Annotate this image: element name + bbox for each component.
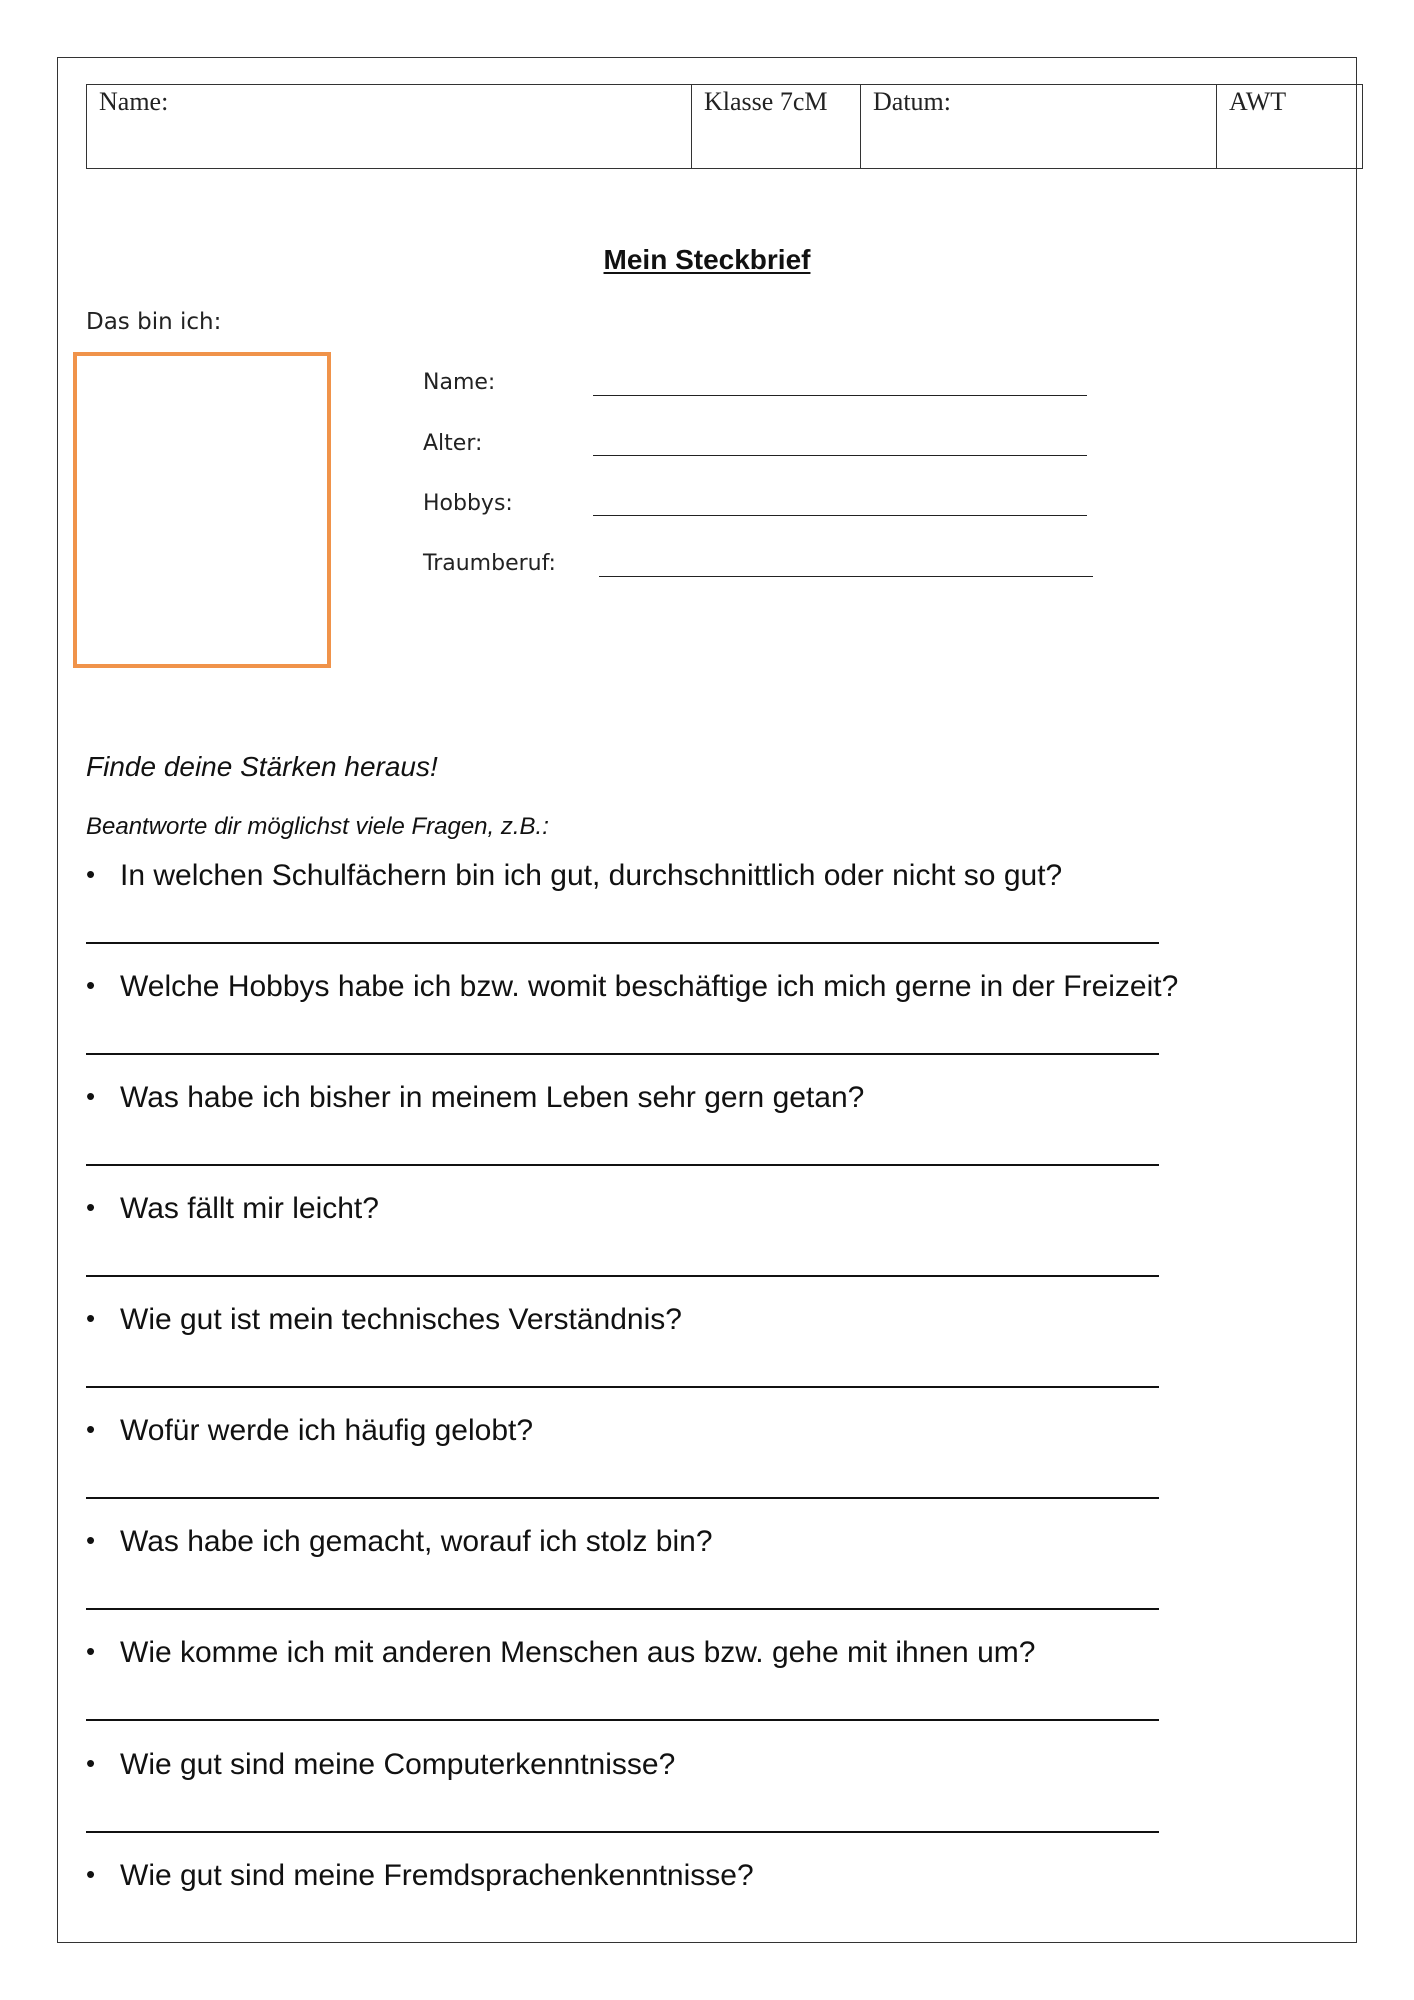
header-class-label: Klasse 7cM: [704, 87, 828, 116]
question-item: [86, 1859, 754, 1893]
field-hobbies-line[interactable]: [593, 515, 1087, 516]
bullet-icon: •: [86, 1192, 96, 1222]
question-item: [86, 1081, 864, 1115]
bullet-icon: •: [86, 1636, 96, 1666]
answer-line[interactable]: [86, 1497, 1159, 1499]
question-item: [86, 1414, 533, 1448]
question-text: Was habe ich gemacht, worauf ich stolz bin?: [120, 1525, 713, 1558]
bullet-icon: •: [86, 1525, 96, 1555]
answer-line[interactable]: [86, 1053, 1159, 1055]
bullet-icon: •: [86, 1748, 96, 1778]
bullet-icon: •: [86, 1414, 96, 1444]
question-text: Wie gut ist mein technisches Verständnis?: [120, 1303, 682, 1336]
bullet-icon: •: [86, 1859, 96, 1889]
field-age-line[interactable]: [593, 455, 1087, 456]
question-text: Wie gut sind meine Fremdsprachenkenntnisse?: [120, 1859, 754, 1892]
field-name-label: Name:: [423, 370, 496, 395]
field-name-line[interactable]: [593, 395, 1087, 396]
header-date-label: Datum:: [873, 87, 951, 116]
bullet-icon: •: [86, 1081, 96, 1111]
header-name-cell[interactable]: [87, 85, 692, 169]
question-item: [86, 859, 1062, 893]
question-item: [86, 1303, 682, 1337]
question-item: [86, 1748, 675, 1782]
question-item: [86, 970, 1178, 1004]
question-item: [86, 1525, 713, 1559]
field-age-label: Alter:: [423, 431, 483, 456]
question-text: Wie komme ich mit anderen Menschen aus bzw. gehe mit ihnen um?: [120, 1636, 1036, 1669]
page-title: Mein Steckbrief: [603, 244, 811, 275]
field-dream-job-line[interactable]: [599, 576, 1093, 577]
question-text: Wofür werde ich häufig gelobt?: [120, 1414, 534, 1447]
answer-line[interactable]: [86, 1386, 1159, 1388]
answer-line[interactable]: [86, 1275, 1159, 1277]
answer-line[interactable]: [86, 1719, 1159, 1721]
bullet-icon: •: [86, 1303, 96, 1333]
answer-line[interactable]: [86, 1831, 1159, 1833]
answer-line[interactable]: [86, 1608, 1159, 1610]
section-heading: Finde deine Stärken heraus!: [86, 751, 438, 782]
field-hobbies-label: Hobbys:: [423, 491, 513, 516]
question-text: In welchen Schulfächern bin ich gut, durchschnittlich oder nicht so gut?: [120, 859, 1063, 892]
answer-line[interactable]: [86, 942, 1159, 944]
bullet-icon: •: [86, 970, 96, 1000]
question-text: Welche Hobbys habe ich bzw. womit beschäftige ich mich gerne in der Freizeit?: [120, 970, 1179, 1003]
section-hint: Beantworte dir möglichst viele Fragen, z.B.:: [86, 813, 549, 840]
photo-box[interactable]: [73, 352, 331, 668]
header-name-label: Name:: [99, 87, 169, 116]
answer-line[interactable]: [86, 1164, 1159, 1166]
header-class-cell: [692, 85, 861, 169]
question-item: [86, 1636, 1035, 1670]
question-item: [86, 1192, 379, 1226]
question-text: Wie gut sind meine Computerkenntnisse?: [120, 1748, 676, 1781]
header-date-cell[interactable]: [861, 85, 1217, 169]
header-table: [86, 84, 1363, 169]
bullet-icon: •: [86, 859, 96, 889]
intro-label: Das bin ich:: [86, 309, 222, 335]
header-subject-cell: [1217, 85, 1363, 169]
header-subject-label: AWT: [1229, 87, 1287, 116]
field-dream-job-label: Traumberuf:: [423, 551, 556, 576]
question-text: Was fällt mir leicht?: [120, 1192, 379, 1225]
question-text: Was habe ich bisher in meinem Leben sehr gern getan?: [120, 1081, 865, 1114]
